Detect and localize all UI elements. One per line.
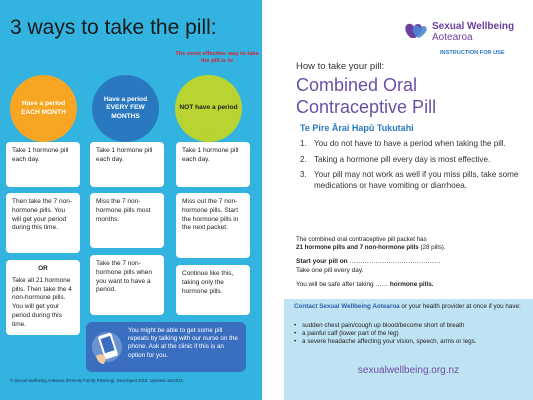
howto-heading: How to take your pill: bbox=[296, 61, 385, 72]
box-text: Take 1 hormone pill each day. bbox=[182, 147, 239, 163]
page-title: Combined Oral Contraceptive Pill bbox=[296, 75, 437, 117]
point-number: 3. bbox=[300, 170, 307, 180]
phone-icon bbox=[92, 328, 126, 366]
key-points bbox=[300, 139, 520, 196]
packet-intro: The combined oral contraceptive pill packet has bbox=[296, 236, 427, 243]
packet-bold: 21 hormone pills and 7 non-hormone pills bbox=[296, 244, 419, 252]
website-link[interactable]: sexualwellbeing.org.nz bbox=[357, 365, 460, 376]
circle-every-few-months: Have a period EVERY FEW MONTHS bbox=[92, 75, 159, 142]
box-every-few-months-3 bbox=[90, 255, 164, 315]
packet-info bbox=[296, 236, 526, 253]
copyright: © Sexual Wellbeing Aotearoa (formerly Family Planning). Developed 2018. Updated Jan2024. bbox=[10, 378, 184, 383]
contact-box bbox=[284, 299, 533, 400]
contact-heading bbox=[294, 303, 526, 311]
list-item bbox=[300, 139, 520, 150]
box-text: Take all 21 hormone pills. Then take the 4 non-hormone pills. You will get your period during this time. bbox=[12, 276, 72, 328]
list-item bbox=[300, 155, 520, 166]
box-text: Miss the 7 non-hormone pills most months. bbox=[96, 198, 151, 223]
box-every-few-months-2 bbox=[90, 193, 164, 248]
box-no-period-3 bbox=[176, 265, 250, 315]
safe-info bbox=[296, 281, 526, 288]
box-text: Take 1 hormone pill each day. bbox=[12, 147, 69, 163]
box-no-period-2 bbox=[176, 193, 250, 258]
start-dots: …………………………………… bbox=[349, 258, 441, 265]
contact-bold: Contact Sexual Wellbeing Aotearoa bbox=[294, 303, 400, 310]
list-item: • sudden chest pain/cough up blood/become short of breath bbox=[294, 322, 526, 330]
box-each-month-3 bbox=[6, 260, 80, 335]
circle-each-month: Have a period EACH MONTH bbox=[10, 75, 77, 142]
safe-bold: hormone pills. bbox=[389, 281, 434, 288]
start-label: Start your pill on bbox=[296, 258, 348, 265]
brand-subtitle: Aotearoa bbox=[432, 32, 473, 43]
start-sub: Take one pill every day. bbox=[296, 266, 364, 274]
box-text: Take the 7 non-hormone pills when you want to have a period. bbox=[96, 260, 153, 294]
safe-text: You will be safe after taking …… bbox=[296, 281, 389, 288]
list-item bbox=[300, 170, 520, 191]
box-each-month-2 bbox=[6, 193, 80, 253]
box-no-period-1 bbox=[176, 142, 250, 187]
symptom-list bbox=[294, 322, 526, 347]
start-info bbox=[296, 258, 526, 276]
left-panel bbox=[0, 0, 262, 400]
list-item: • a painful calf (lower part of the leg) bbox=[294, 330, 526, 338]
box-every-few-months-1 bbox=[90, 142, 164, 187]
circle-no-period: NOT have a period bbox=[175, 75, 242, 142]
maori-title: Te Pire Ārai Hapū Tukutahi bbox=[300, 123, 414, 133]
heart-logo-icon bbox=[404, 20, 428, 40]
repeat-tip: You might be able to get some pill repeats by talking with our nurse on the phone. Ask at the clinic if this is an option for you. bbox=[86, 322, 246, 372]
box-each-month-1 bbox=[6, 142, 80, 187]
point-text: Your pill may not work as well if you miss pills, take some medications or have vomiting or diarrhoea. bbox=[314, 170, 519, 190]
or-label: OR bbox=[38, 265, 48, 272]
list-item: • a severe headache affecting your vision, speech, arms or legs. bbox=[294, 338, 526, 346]
box-text: Then take the 7 non-hormone pills. You will get your period during this time. bbox=[12, 198, 72, 232]
point-number: 1. bbox=[300, 139, 307, 148]
point-text: You do not have to have a period when taking the pill. bbox=[314, 139, 506, 148]
box-text: Miss out the 7 non-hormone pills. Start the hormone pills in the next packet. bbox=[182, 198, 239, 232]
instruction-label: INSTRUCTION FOR USE bbox=[440, 50, 505, 56]
contact-rest: or your health provider at once if you have: bbox=[401, 303, 521, 310]
left-title: 3 ways to take the pill: bbox=[10, 16, 217, 39]
brand-name: Sexual Wellbeing bbox=[432, 21, 515, 32]
box-text: Take 1 hormone pill each day. bbox=[96, 147, 153, 163]
effective-note: The most effective way to take the pill is to bbox=[175, 51, 259, 64]
packet-end: (28 pills). bbox=[420, 244, 446, 252]
box-text: Continue like this, taking only the hormone pills. bbox=[182, 270, 234, 295]
point-number: 2. bbox=[300, 154, 307, 164]
point-text: Taking a hormone pill every day is most effective. bbox=[314, 154, 491, 164]
